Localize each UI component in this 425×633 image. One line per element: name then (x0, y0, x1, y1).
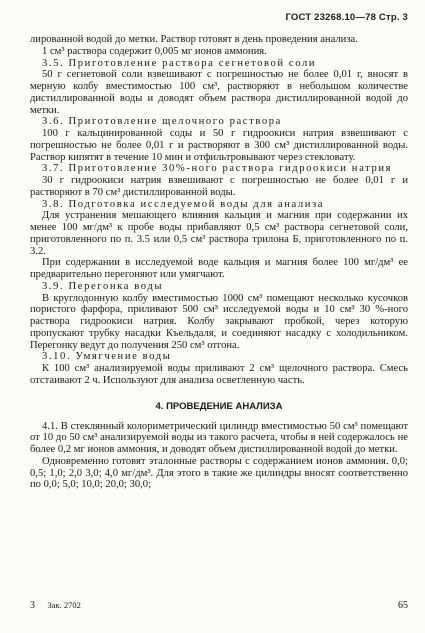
paragraph: Для устранения мешающего влияния кальция и магния при содержании их менее 100 мг/дм³ к пробе воды прибавляют 0,5 см³ раствора сегнетовой соли, приготовленного по п. 3.5 или 0,5 см³ раствора трилона Б, приготовленного по п. 3.2. (30, 210, 408, 257)
body-text-section-4 (30, 421, 408, 492)
paragraph: 30 г гидроокиси натрия взвешивают с погрешностью не более 0,01 г и растворяют в 70 см³ дистиллированной воды. (30, 175, 408, 198)
order-number: Зак. 2702 (47, 600, 81, 610)
paragraph: 4.1. В стеклянный колориметрический цилиндр вместимостью 50 см³ помещают от 10 до 50 см³ анализируемой воды из такого расчета, чтобы в ней содержалось не более 0,2 мг ионов аммония, и доводят объем дистиллированной водой до метки. (30, 420, 408, 455)
paragraph: При содержании в исследуемой воде кальция и магния более 100 мг/дм³ ее предварительно перегоняют или умягчают. (30, 257, 408, 280)
paragraph: лированной водой до метки. Раствор готовят в день проведения анализа. (30, 34, 358, 45)
page-footer (30, 600, 408, 611)
section-title: 4. ПРОВЕДЕНИЕ АНАЛИЗА (155, 400, 283, 412)
document-page (30, 12, 408, 491)
subsection-heading: 3.7. Приготовление 30%-ного раствора гидроокиси натрия (42, 163, 393, 175)
subsection-heading: 3.5. Приготовление раствора сегнетовой соли (42, 57, 317, 69)
paragraph: 100 г кальцинированной соды и 50 г гидроокиси натрия взвешивают с погрешностью не более 0,01 г и растворяют в 300 см³ дистиллированной воды. Раствор кипятят в течение 10 мин и отфильтровывают через стекловату. (30, 128, 408, 163)
paragraph: К 100 см³ анализируемой воды приливают 2 см³ щелочного раствора. Смесь отстаивают 2 ч. Используют для анализа осветленную часть. (30, 363, 408, 386)
standard-header: ГОСТ 23268.10—78 Стр. 3 (285, 12, 408, 23)
paragraph: 50 г сегнетовой соли взвешивают с погрешностью не более 0,01 г, вносят в мерную колбу вместимостью 100 см³, растворяют в небольшом количестве дистиллированной воды и доводят объем раствора дистиллированной водой до метки. (30, 69, 408, 116)
paragraph: В круглодонную колбу вместимостью 1000 см³ помещают несколько кусочков пористого фарфора, приливают 500 см³ исследуемой воды и 10 см³ 30 %-ного раствора гидроокиси натрия. Колбу закрывают пробкой, через которую пропускают трубку насадки Къельдаля, и соединяют насадку с холодильником. Перегонку ведут до получения 250 см³ отгона. (30, 292, 408, 351)
subsection-heading: 3.8. Подготовка исследуемой воды для анализа (42, 198, 325, 210)
subsection-heading: 3.6. Приготовление щелочного раствора (42, 116, 282, 128)
signature-marker: 3 (30, 600, 35, 611)
subsection-heading: 3.9. Перегонка воды (42, 280, 164, 292)
paragraph: 1 см³ раствора содержит 0,005 мг ионов аммония. (42, 45, 267, 57)
page-number: 65 (398, 600, 408, 611)
body-text (30, 34, 408, 387)
subsection-heading: 3.10. Умягчение воды (42, 351, 172, 363)
paragraph: Одновременно готовят эталонные растворы с содержанием ионов аммония. 0,0; 0,5; 1,0; 2,0 3,0; 4,0 мг/дм³. Для этого в такие же цилиндры вносят соответственно по 0,0; 5,0; 10,0; 20,0; 30,0; (30, 455, 408, 491)
